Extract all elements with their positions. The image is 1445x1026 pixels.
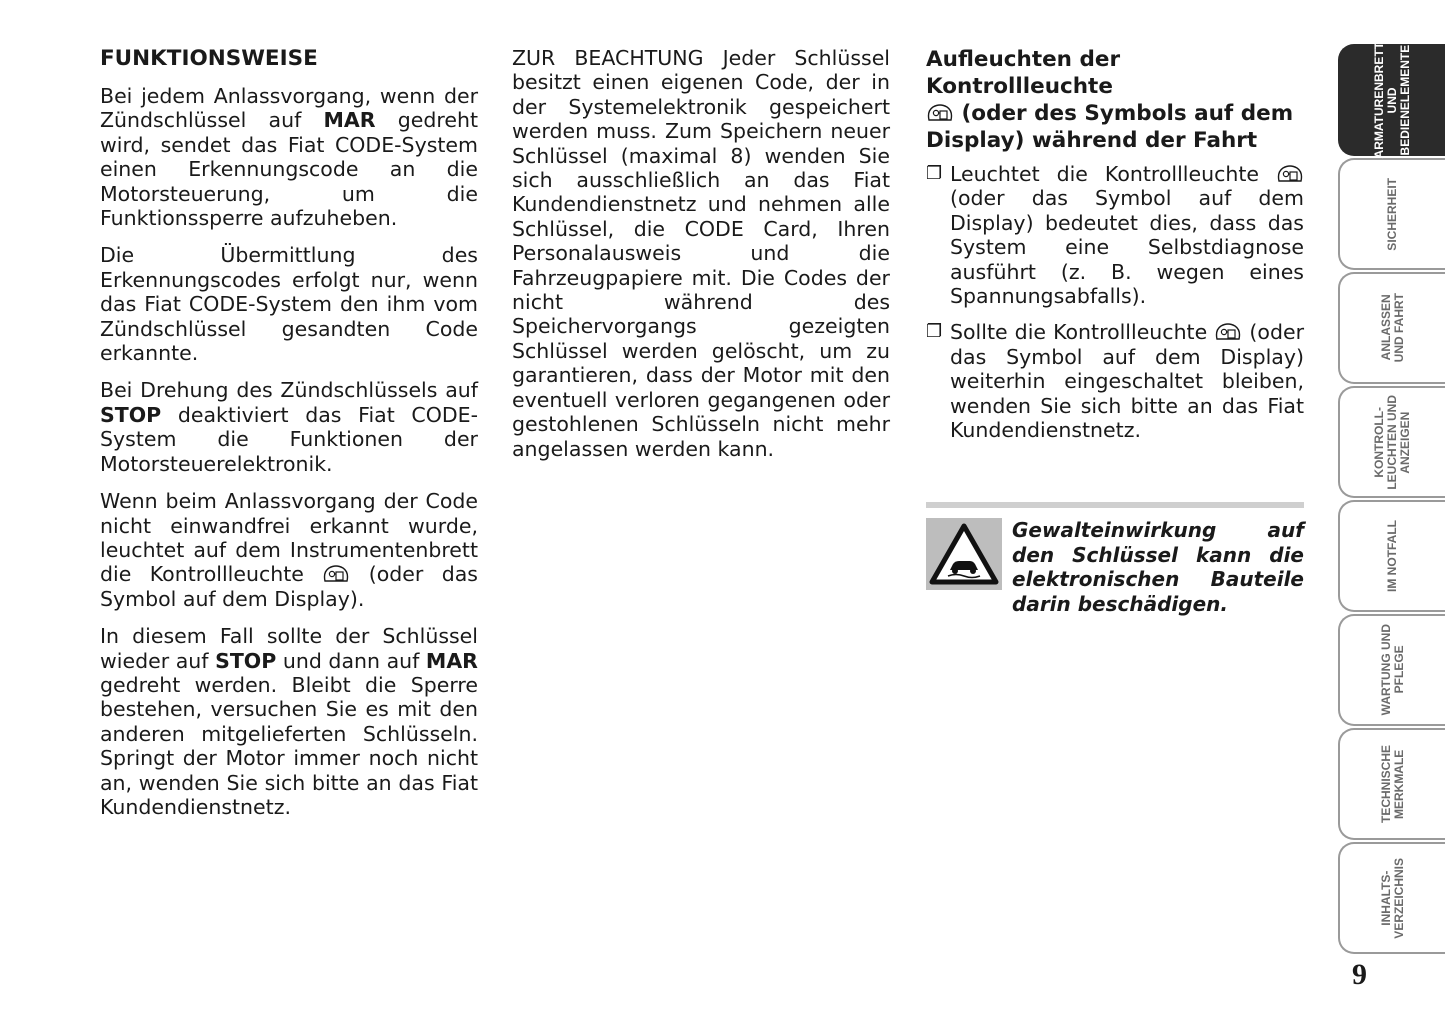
tab-kontrollleuchten[interactable]: KONTROLL- LEUCHTEN UND ANZEIGEN [1338,386,1445,498]
column-middle [512,46,890,474]
column-right [926,46,1304,616]
tab-anlassen-und-fahrt[interactable]: ANLASSEN UND FAHRT [1338,272,1445,384]
chapter-tabs [1338,41,1445,956]
paragraph: Die Übermittlung des Erkennungscodes erfolgt nur, wenn das Fiat CODE-System den ihm vom Zündschlüssel gesandten Code erkannte. [100,243,478,366]
tab-armaturenbrett[interactable]: ARMATURENBRETT UND BEDIENELEMENTE [1338,44,1445,156]
tab-im-notfall[interactable]: IM NOTFALL [1338,500,1445,612]
paragraph: Bei jedem Anlassvorgang, wenn der Zündschlüssel auf MAR gedreht wird, sendet das Fiat CODE-System einen Erkennungscode an die Motorsteuerung, um die Funktionssperre aufzuheben. [100,84,478,231]
tab-inhaltsverzeichnis[interactable]: INHALTS- VERZEICHNIS [1338,842,1445,954]
immobilizer-key-icon [1214,322,1242,342]
column-left [100,46,478,832]
tab-wartung-und-pflege[interactable]: WARTUNG UND PFLEGE [1338,614,1445,726]
immobilizer-key-icon [926,103,954,123]
checkbox-bullet-icon: ❐ [926,321,943,343]
immobilizer-key-icon [1276,164,1304,184]
paragraph: Bei Drehung des Zündschlüssels auf STOP deaktiviert das Fiat CODE-System die Funktionen der Motorsteuerelektronik. [100,378,478,476]
list-item: ❐ Leuchtet die Kontrollleuchte (oder das Symbol auf dem Display) bedeutet dies, dass das System eine Selbstdiagnose ausführt (z. B. wegen eines Spannungsabfalls). [926,162,1304,309]
section-heading: Aufleuchten der Kontrollleuchte (oder des Symbols auf dem Display) während der Fahrt [926,47,1294,153]
warning-box [926,518,1304,616]
checkbox-bullet-icon: ❐ [926,163,943,184]
page-number: 9 [1352,958,1367,991]
section-heading: FUNKTIONSWEISE [100,46,318,71]
divider [926,502,1304,508]
tab-technische-merkmale[interactable]: TECHNISCHE MERKMALE [1338,728,1445,840]
immobilizer-key-icon [322,564,350,584]
tab-sicherheit[interactable]: SICHERHEIT [1338,158,1445,270]
slippery-road-warning-icon [926,518,1002,590]
warning-text: Gewalteinwirkung auf den Schlüssel kann die elektronischen Bauteile darin beschädigen. [1012,518,1304,616]
paragraph: In diesem Fall sollte der Schlüssel wieder auf STOP und dann auf MAR gedreht werden. Bleibt die Sperre bestehen, versuchen Sie es mit den anderen mitgelieferten Schlüsseln. Springt der Motor immer noch nicht an, wenden Sie sich bitte an das Fiat Kundendienstnetz. [100,624,478,819]
note-paragraph: ZUR BEACHTUNG Jeder Schlüssel besitzt einen eigenen Code, der in der Systemelektronik gespeichert werden muss. Zum Speichern neuer Schlüssel (maximal 8) wenden Sie sich ausschließlich an das Fiat Kundendienstnetz und nehmen alle Schlüssel, die CODE Card, Ihren Personalausweis und die Fahrzeugpapiere mit. Die Codes der nicht während des Speichervorgangs gezeigten Schlüssel werden gelöscht, um zu garantieren, dass der Motor mit den eventuell verloren gegangenen oder gestohlenen Schlüsseln nicht mehr angelassen werden kann. [512,46,890,461]
paragraph: Wenn beim Anlassvorgang der Code nicht einwandfrei erkannt wurde, leuchtet auf dem Instrumentenbrett die Kontrollleuchte (oder das Symbol auf dem Display). [100,489,478,611]
list-item: ❐ Sollte die Kontrollleuchte (oder das Symbol auf dem Display) weiterhin eingeschaltet bleiben, wenden Sie sich bitte an das Fiat Kundendienstnetz. [926,320,1304,443]
